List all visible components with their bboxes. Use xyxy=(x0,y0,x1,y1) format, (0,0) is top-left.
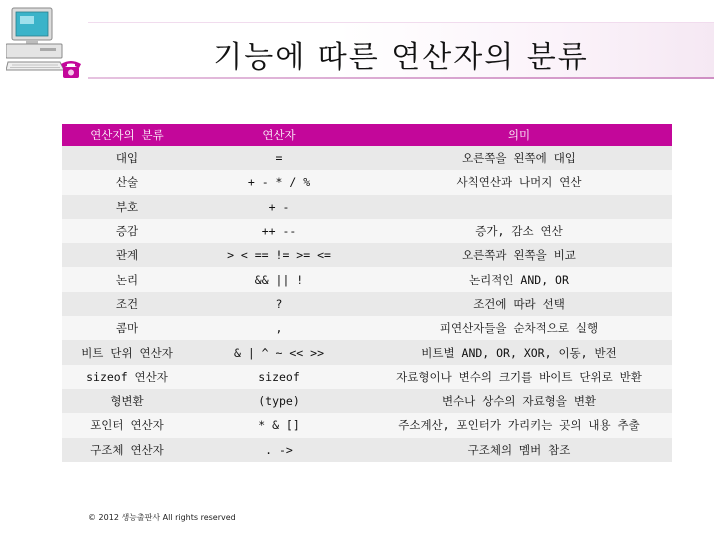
meaning-cell: 피연산자들을 순차적으로 실행 xyxy=(366,316,672,340)
table-row xyxy=(62,243,672,267)
meaning-cell xyxy=(366,195,672,219)
table-row xyxy=(62,316,672,340)
meaning-cell: 논리적인 AND, OR xyxy=(366,267,672,291)
category-cell: 증감 xyxy=(62,219,192,243)
table-row xyxy=(62,170,672,194)
meaning-cell: 증가, 감소 연산 xyxy=(366,219,672,243)
operator-cell: && || ! xyxy=(192,267,366,291)
meaning-cell: 변수나 상수의 자료형을 변환 xyxy=(366,389,672,413)
table-row xyxy=(62,413,672,437)
meaning-cell: 오른쪽을 왼쪽에 대입 xyxy=(366,146,672,170)
copyright-notice: © 2012 생능출판사 All rights reserved xyxy=(88,513,236,522)
table-row xyxy=(62,292,672,316)
meaning-cell: 사칙연산과 나머지 연산 xyxy=(366,170,672,194)
operator-cell: = xyxy=(192,146,366,170)
telephone-icon xyxy=(58,58,84,80)
category-cell: 대입 xyxy=(62,146,192,170)
operator-cell: (type) xyxy=(192,389,366,413)
category-cell: 포인터 연산자 xyxy=(62,413,192,437)
operator-cell: * & [] xyxy=(192,413,366,437)
table-row xyxy=(62,389,672,413)
title-underline xyxy=(88,77,714,79)
operator-cell: + - * / % xyxy=(192,170,366,194)
operator-table xyxy=(62,124,672,462)
category-cell: 산술 xyxy=(62,170,192,194)
table-row xyxy=(62,146,672,170)
meaning-cell: 자료형이나 변수의 크기를 바이트 단위로 반환 xyxy=(366,365,672,389)
operator-cell: . -> xyxy=(192,438,366,462)
category-cell: 논리 xyxy=(62,267,192,291)
operator-cell: , xyxy=(192,316,366,340)
meaning-cell: 구조체의 멤버 참조 xyxy=(366,438,672,462)
operator-cell: & | ^ ~ << >> xyxy=(192,340,366,364)
table-row xyxy=(62,438,672,462)
meaning-cell: 오른쪽과 왼쪽을 비교 xyxy=(366,243,672,267)
meaning-cell: 주소계산, 포인터가 가리키는 곳의 내용 추출 xyxy=(366,413,672,437)
operator-cell: + - xyxy=(192,195,366,219)
header-meaning: 의미 xyxy=(366,124,672,146)
category-cell: 비트 단위 연산자 xyxy=(62,340,192,364)
table-row xyxy=(62,365,672,389)
table-header-row xyxy=(62,124,672,146)
operator-cell: sizeof xyxy=(192,365,366,389)
category-cell: 콤마 xyxy=(62,316,192,340)
category-cell: 구조체 연산자 xyxy=(62,438,192,462)
table-row xyxy=(62,267,672,291)
table-row xyxy=(62,219,672,243)
meaning-cell: 비트별 AND, OR, XOR, 이동, 반전 xyxy=(366,340,672,364)
operator-cell: ? xyxy=(192,292,366,316)
page-title: 기능에 따른 연산자의 분류 xyxy=(213,40,589,75)
meaning-cell: 조건에 따라 선택 xyxy=(366,292,672,316)
table-row xyxy=(62,340,672,364)
category-cell: sizeof 연산자 xyxy=(62,365,192,389)
category-cell: 관계 xyxy=(62,243,192,267)
category-cell: 조건 xyxy=(62,292,192,316)
header-category: 연산자의 분류 xyxy=(62,124,192,146)
operator-cell: > < == != >= <= xyxy=(192,243,366,267)
table-row xyxy=(62,195,672,219)
category-cell: 부호 xyxy=(62,195,192,219)
header-operator: 연산자 xyxy=(192,124,366,146)
operator-cell: ++ -- xyxy=(192,219,366,243)
category-cell: 형변환 xyxy=(62,389,192,413)
